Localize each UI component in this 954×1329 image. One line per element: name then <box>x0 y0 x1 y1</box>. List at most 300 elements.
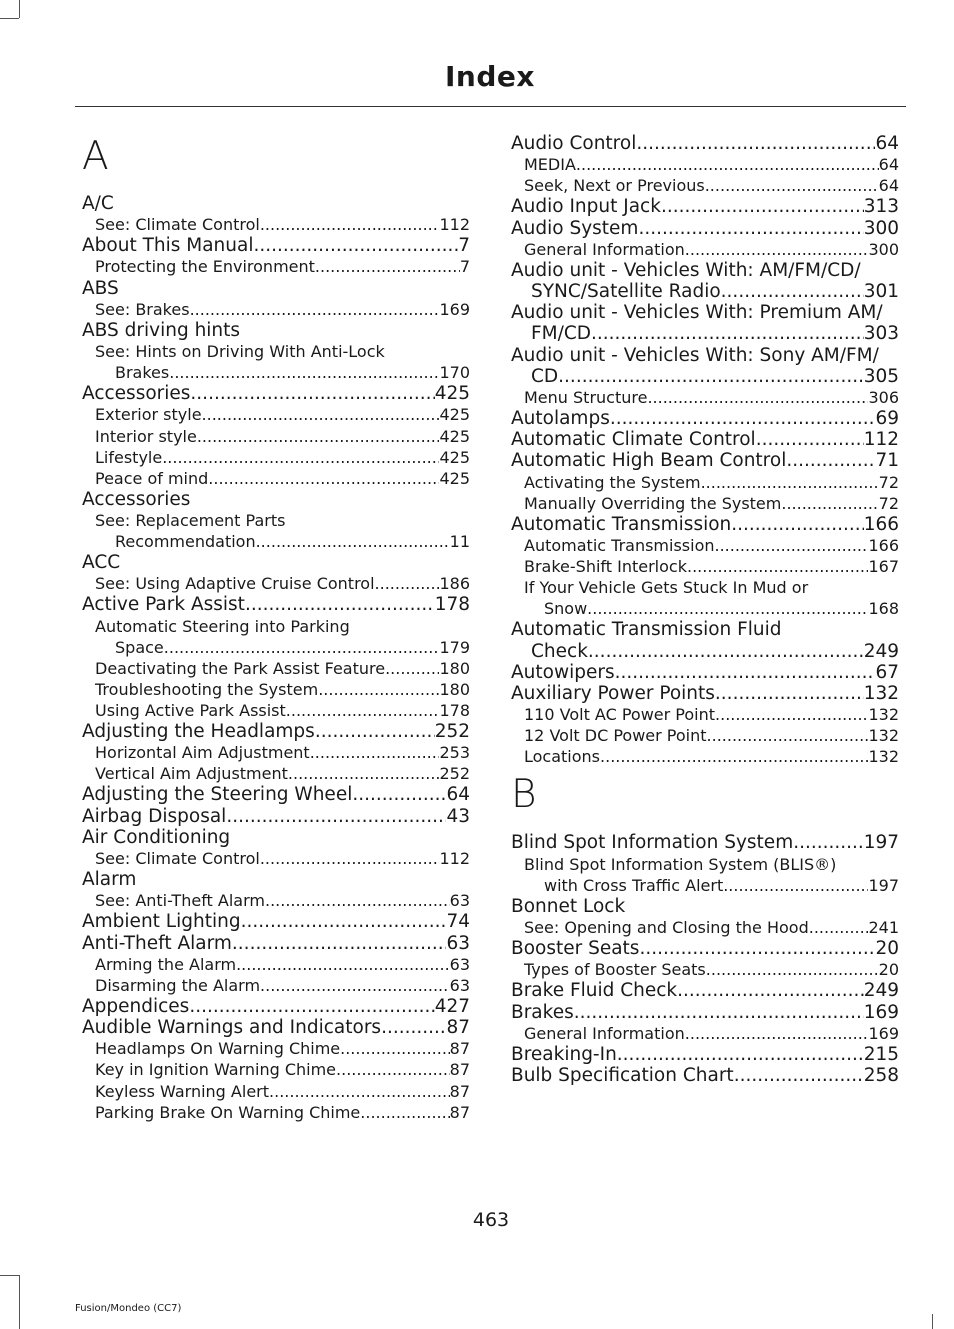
dot-leader <box>715 535 869 556</box>
index-entry <box>82 933 470 954</box>
dot-leader <box>197 426 440 447</box>
page-ref: 64 <box>446 784 470 806</box>
page-ref: 303 <box>863 323 899 345</box>
index-subentry <box>511 239 899 260</box>
entry-text: Blind Spot Information System <box>511 832 794 854</box>
page-ref: 20 <box>878 960 899 980</box>
entry-text: General Information <box>524 239 685 259</box>
entry-text: Bonnet Lock <box>511 895 626 917</box>
dot-leader <box>385 658 439 679</box>
entry-text: See: Anti-Theft Alarm <box>95 891 265 911</box>
dot-leader <box>190 299 440 320</box>
page-ref: 168 <box>868 599 899 619</box>
page-ref: 169 <box>868 1023 899 1043</box>
page-ref: 87 <box>449 1102 470 1122</box>
dot-leader <box>558 366 864 387</box>
index-subentry <box>82 954 470 975</box>
index-entry <box>82 911 470 932</box>
page-ref: 425 <box>439 447 470 467</box>
entry-text: Breaking-In <box>511 1043 617 1065</box>
entry-text: Blind Spot Information System (BLIS®) <box>524 854 837 874</box>
index-entry <box>511 133 899 154</box>
entry-text: Accessories <box>82 383 191 405</box>
index-subentry <box>82 890 470 911</box>
dot-leader <box>781 493 878 514</box>
page-number: 463 <box>472 1209 510 1231</box>
index-column-right <box>511 133 899 1086</box>
index-entry <box>511 345 899 387</box>
page-ref: 169 <box>439 299 470 319</box>
page-ref: 197 <box>863 832 899 854</box>
page-ref: 87 <box>449 1060 470 1080</box>
page-ref: 87 <box>446 1017 470 1039</box>
dot-leader <box>661 196 864 217</box>
page-ref: 69 <box>875 408 899 430</box>
dot-leader <box>587 598 868 619</box>
page-ref: 180 <box>439 679 470 699</box>
dot-leader <box>254 235 459 256</box>
page-ref: 313 <box>863 196 899 218</box>
entry-text: A/C <box>82 193 114 214</box>
dot-leader <box>315 256 460 277</box>
index-subentry <box>82 573 470 594</box>
page-ref: 301 <box>863 281 899 303</box>
index-entry <box>511 1002 899 1023</box>
page-ref: 67 <box>875 661 899 683</box>
page-ref: 258 <box>863 1065 899 1086</box>
entry-text: ABS <box>82 277 119 299</box>
index-entry <box>511 408 899 429</box>
footer-text: Fusion/Mondeo (CC7) <box>75 1303 182 1314</box>
dot-leader <box>687 556 868 577</box>
page-ref: 63 <box>449 954 470 974</box>
index-subentry <box>82 1102 470 1123</box>
page-ref: 87 <box>449 1039 470 1059</box>
page-ref: 72 <box>878 493 899 513</box>
index-subentry <box>511 154 899 175</box>
dot-leader <box>232 933 447 954</box>
dot-leader <box>734 1065 864 1086</box>
dot-leader <box>260 214 440 235</box>
entry-text: Seek, Next or Previous <box>524 176 705 196</box>
page-ref: 112 <box>863 429 899 451</box>
index-entry <box>511 683 899 704</box>
page-ref: 7 <box>458 235 470 257</box>
entry-text: Horizontal Aim Adjustment <box>95 743 310 763</box>
index-subentry <box>82 1081 470 1102</box>
dot-leader <box>315 721 435 742</box>
page-ref: 300 <box>868 239 899 259</box>
page-ref: 63 <box>449 975 470 995</box>
entry-text: Automatic Steering into Parking <box>95 616 350 636</box>
page-ref: 249 <box>863 640 899 662</box>
entry-text: SYNC/Satellite Radio <box>531 281 721 303</box>
index-entry <box>511 1065 899 1086</box>
entry-text: Audio unit - Vehicles With: AM/FM/CD/ <box>511 259 861 281</box>
page-ref: 166 <box>863 513 899 535</box>
dot-leader <box>615 662 876 683</box>
entry-text: Using Active Park Assist <box>95 701 286 720</box>
index-entry <box>511 260 899 302</box>
page-ref: 253 <box>439 743 470 763</box>
index-subentry <box>82 848 470 869</box>
dot-leader <box>310 742 440 763</box>
entry-text: 110 Volt AC Power Point <box>524 705 716 725</box>
index-subentry <box>511 854 899 896</box>
dot-leader <box>260 975 450 996</box>
entry-text: Audio System <box>511 217 639 239</box>
page-ref: 112 <box>439 215 470 235</box>
dot-leader <box>706 959 879 980</box>
page-ref: 186 <box>439 574 470 594</box>
entry-text: Automatic Transmission <box>511 513 732 535</box>
entry-text: Interior style <box>95 426 197 446</box>
dot-leader <box>715 683 864 704</box>
entry-text: Bulb Specification Chart <box>511 1065 734 1086</box>
index-subentry <box>82 1038 470 1059</box>
entry-text: Audible Warnings and Indicators <box>82 1017 382 1039</box>
page-ref: 63 <box>449 891 470 911</box>
entry-text: Keyless Warning Alert <box>95 1081 270 1101</box>
entry-text: About This Manual <box>82 235 254 257</box>
index-subentry <box>82 1059 470 1080</box>
page-ref: 64 <box>878 155 899 175</box>
index-subentry <box>511 725 899 746</box>
index-entry <box>511 302 899 344</box>
page-ref: 170 <box>439 363 470 383</box>
index-entry <box>82 806 470 827</box>
crop-mark <box>932 1314 933 1329</box>
dot-leader <box>723 875 868 896</box>
index-subentry <box>511 704 899 725</box>
page-ref: 306 <box>868 387 899 407</box>
entry-text: See: Climate Control <box>95 215 260 235</box>
dot-leader <box>636 133 875 154</box>
dot-leader <box>208 468 439 489</box>
entry-text: Troubleshooting the System <box>95 679 319 699</box>
page-ref: 167 <box>868 557 899 577</box>
index-entry <box>82 320 470 341</box>
index-subentry <box>82 679 470 700</box>
section-letter: B <box>511 772 537 818</box>
page-ref: 215 <box>863 1043 899 1065</box>
page-ref: 178 <box>434 594 470 616</box>
entry-text: Arming the Alarm <box>95 954 237 974</box>
dot-leader <box>375 573 440 594</box>
index-entry <box>511 832 899 853</box>
index-entry <box>511 450 899 471</box>
page-ref: 300 <box>863 217 899 239</box>
entry-text: See: Hints on Driving With Anti-Lock <box>95 342 385 362</box>
entry-text: Autolamps <box>511 408 610 430</box>
page-ref: 249 <box>863 980 899 1002</box>
entry-text: Air Conditioning <box>82 826 231 848</box>
page-ref: 197 <box>868 875 899 895</box>
dot-leader <box>647 387 868 408</box>
entry-text: Check <box>531 640 588 662</box>
index-subentry <box>511 1023 899 1044</box>
dot-leader <box>574 1002 864 1023</box>
index-entry <box>511 218 899 239</box>
entry-text: Brakes <box>115 363 170 383</box>
entry-text: See: Opening and Closing the Hood <box>524 917 809 937</box>
index-subentry <box>82 658 470 679</box>
dot-leader <box>707 725 869 746</box>
entry-text: Brakes <box>511 1001 574 1023</box>
dot-leader <box>169 362 439 383</box>
page-ref: 64 <box>878 176 899 196</box>
index-entry <box>511 619 899 661</box>
page-ref: 11 <box>449 532 470 552</box>
index-entry <box>82 594 470 615</box>
dot-leader <box>318 679 439 700</box>
entry-text: Audio unit - Vehicles With: Premium AM/ <box>511 302 883 324</box>
page-ref: 425 <box>439 405 470 425</box>
page-ref: 132 <box>863 682 899 704</box>
entry-text: Accessories <box>82 488 191 510</box>
dot-leader <box>352 784 446 805</box>
index-subentry <box>511 535 899 556</box>
entry-text: See: Climate Control <box>95 849 260 869</box>
dot-leader <box>721 281 864 302</box>
index-entry <box>82 552 470 573</box>
entry-text: Key in Ignition Warning Chime <box>95 1060 337 1080</box>
index-subentry <box>82 426 470 447</box>
index-subentry <box>511 959 899 980</box>
dot-leader <box>731 514 863 535</box>
entry-text: 12 Volt DC Power Point <box>524 726 707 746</box>
index-subentry <box>511 175 899 196</box>
dot-leader <box>756 429 864 450</box>
dot-leader <box>786 450 875 471</box>
page-ref: 252 <box>439 764 470 784</box>
page-ref: 241 <box>868 917 899 937</box>
dot-leader <box>286 700 440 721</box>
page-ref: 132 <box>868 726 899 746</box>
entry-text: Snow <box>544 599 588 619</box>
dot-leader <box>256 531 450 552</box>
index-entry <box>82 996 470 1017</box>
page-ref: 425 <box>434 383 470 405</box>
entry-text: Active Park Assist <box>82 594 245 616</box>
dot-leader <box>190 383 434 404</box>
page-ref: 427 <box>434 995 470 1017</box>
entry-text: Alarm <box>82 869 137 891</box>
page-ref: 305 <box>863 365 899 387</box>
index-entry <box>511 429 899 450</box>
entry-text: Space <box>115 637 164 657</box>
index-subentry <box>511 917 899 938</box>
entry-text: Recommendation <box>115 532 256 552</box>
entry-text: Audio Input Jack <box>511 196 661 218</box>
index-entry <box>82 489 470 510</box>
entry-text: with Cross Traffic Alert <box>544 875 724 895</box>
index-subentry <box>82 975 470 996</box>
page-ref: 74 <box>446 911 470 933</box>
index-subentry <box>82 214 470 235</box>
index-subentry <box>82 616 470 658</box>
dot-leader <box>336 1059 450 1080</box>
entry-text: Auxiliary Power Points <box>511 682 715 704</box>
dot-leader <box>576 154 879 175</box>
index-subentry <box>82 763 470 784</box>
dot-leader <box>685 239 869 260</box>
dot-leader <box>162 447 439 468</box>
dot-leader <box>288 763 440 784</box>
entry-text: Headlamps On Warning Chime <box>95 1039 341 1059</box>
page-ref: 112 <box>439 849 470 869</box>
dot-leader <box>600 746 868 767</box>
index-entry <box>511 938 899 959</box>
dot-leader <box>701 472 879 493</box>
entry-text: Deactivating the Park Assist Feature <box>95 658 386 678</box>
page-ref: 7 <box>459 257 470 277</box>
page-ref: 132 <box>868 747 899 767</box>
crop-mark <box>19 0 20 18</box>
entry-text: Brake-Shift Interlock <box>524 557 687 577</box>
dot-leader <box>269 1081 450 1102</box>
entry-text: See: Brakes <box>95 299 190 319</box>
entry-text: Disarming the Alarm <box>95 975 261 995</box>
index-entry <box>82 193 470 214</box>
entry-text: Anti-Theft Alarm <box>82 932 232 954</box>
entry-text: Brake Fluid Check <box>511 980 678 1002</box>
page-ref: 20 <box>875 938 899 960</box>
entry-text: Ambient Lighting <box>82 911 241 933</box>
page-ref: 166 <box>868 536 899 555</box>
index-subentry <box>82 510 470 552</box>
dot-leader <box>793 832 863 853</box>
entry-text: Parking Brake On Warning Chime <box>95 1102 361 1122</box>
dot-leader <box>202 404 440 425</box>
index-entry <box>82 278 470 299</box>
entry-text: Adjusting the Steering Wheel <box>82 784 353 806</box>
page-ref: 87 <box>449 1081 470 1101</box>
entry-text: General Information <box>524 1023 685 1043</box>
entry-text: FM/CD <box>531 323 591 345</box>
dot-leader <box>340 1038 450 1059</box>
page-ref: 180 <box>439 658 470 678</box>
index-column-left <box>82 133 470 1123</box>
entry-text: MEDIA <box>524 155 576 175</box>
index-subentry <box>511 556 899 577</box>
page-ref: 64 <box>875 133 899 154</box>
entry-text: Locations <box>524 747 601 767</box>
index-subentry <box>511 746 899 767</box>
entry-text: Lifestyle <box>95 447 163 467</box>
entry-text: Automatic Transmission <box>524 536 715 555</box>
page-title: Index <box>445 60 535 93</box>
dot-leader <box>226 806 446 827</box>
dot-leader <box>245 594 435 615</box>
entry-text: Types of Booster Seats <box>524 960 706 980</box>
index-subentry <box>82 742 470 763</box>
index-entry <box>82 784 470 805</box>
entry-text: ABS driving hints <box>82 319 241 341</box>
entry-text: Protecting the Environment <box>95 257 315 277</box>
dot-leader <box>360 1102 449 1123</box>
page-ref: 71 <box>875 450 899 472</box>
dot-leader <box>705 175 879 196</box>
entry-text: Manually Overriding the System <box>524 493 782 513</box>
page-ref: 179 <box>439 637 470 657</box>
page-ref: 425 <box>439 426 470 446</box>
entry-text: See: Replacement Parts <box>95 510 286 530</box>
entry-text: ACC <box>82 552 121 574</box>
entry-text: Booster Seats <box>511 938 640 960</box>
index-subentry <box>82 256 470 277</box>
index-entry <box>511 662 899 683</box>
index-entry <box>511 980 899 1001</box>
index-subentry <box>511 493 899 514</box>
crop-mark <box>19 1275 20 1329</box>
entry-text: Peace of mind <box>95 468 209 488</box>
crop-mark <box>0 1275 19 1276</box>
entry-text: Vertical Aim Adjustment <box>95 764 288 784</box>
entry-text: Automatic Climate Control <box>511 429 756 451</box>
title-rule <box>75 106 906 107</box>
entry-text: Activating the System <box>524 472 701 492</box>
index-entry <box>511 196 899 217</box>
dot-leader <box>638 218 863 239</box>
entry-text: CD <box>531 365 559 387</box>
index-entry <box>82 235 470 256</box>
entry-text: Audio unit - Vehicles With: Sony AM/FM/ <box>511 344 879 366</box>
page-ref: 43 <box>446 805 470 827</box>
index-subentry <box>511 472 899 493</box>
index-entry <box>511 896 899 917</box>
index-entry <box>511 514 899 535</box>
index-subentry <box>82 299 470 320</box>
index-subentry <box>511 577 899 619</box>
page-ref: 169 <box>863 1001 899 1023</box>
dot-leader <box>236 954 450 975</box>
entry-text: Exterior style <box>95 405 202 425</box>
index-entry <box>82 1017 470 1038</box>
dot-leader <box>809 917 869 938</box>
index-subentry <box>82 700 470 721</box>
entry-text: Audio Control <box>511 133 637 154</box>
entry-text: See: Using Adaptive Cruise Control <box>95 574 375 594</box>
dot-leader <box>677 980 864 1001</box>
index-subentry <box>511 387 899 408</box>
dot-leader <box>685 1023 869 1044</box>
dot-leader <box>260 848 440 869</box>
page-ref: 425 <box>439 468 470 488</box>
dot-leader <box>610 408 876 429</box>
entry-text: Adjusting the Headlamps <box>82 721 315 743</box>
page-ref: 178 <box>439 701 470 720</box>
dot-leader <box>381 1017 446 1038</box>
page-ref: 252 <box>434 721 470 743</box>
index-entry <box>82 721 470 742</box>
page-ref: 72 <box>878 472 899 492</box>
dot-leader <box>164 637 440 658</box>
index-entry <box>511 1044 899 1065</box>
entry-text: Autowipers <box>511 661 615 683</box>
dot-leader <box>639 938 875 959</box>
page-ref: 63 <box>446 932 470 954</box>
index-entry <box>82 869 470 890</box>
page-ref: 132 <box>868 705 899 725</box>
index-subentry <box>82 468 470 489</box>
dot-leader <box>189 996 434 1017</box>
index-entry <box>82 383 470 404</box>
index-subentry <box>82 447 470 468</box>
dot-leader <box>588 641 864 662</box>
index-subentry <box>82 404 470 425</box>
entry-text: Airbag Disposal <box>82 805 227 827</box>
